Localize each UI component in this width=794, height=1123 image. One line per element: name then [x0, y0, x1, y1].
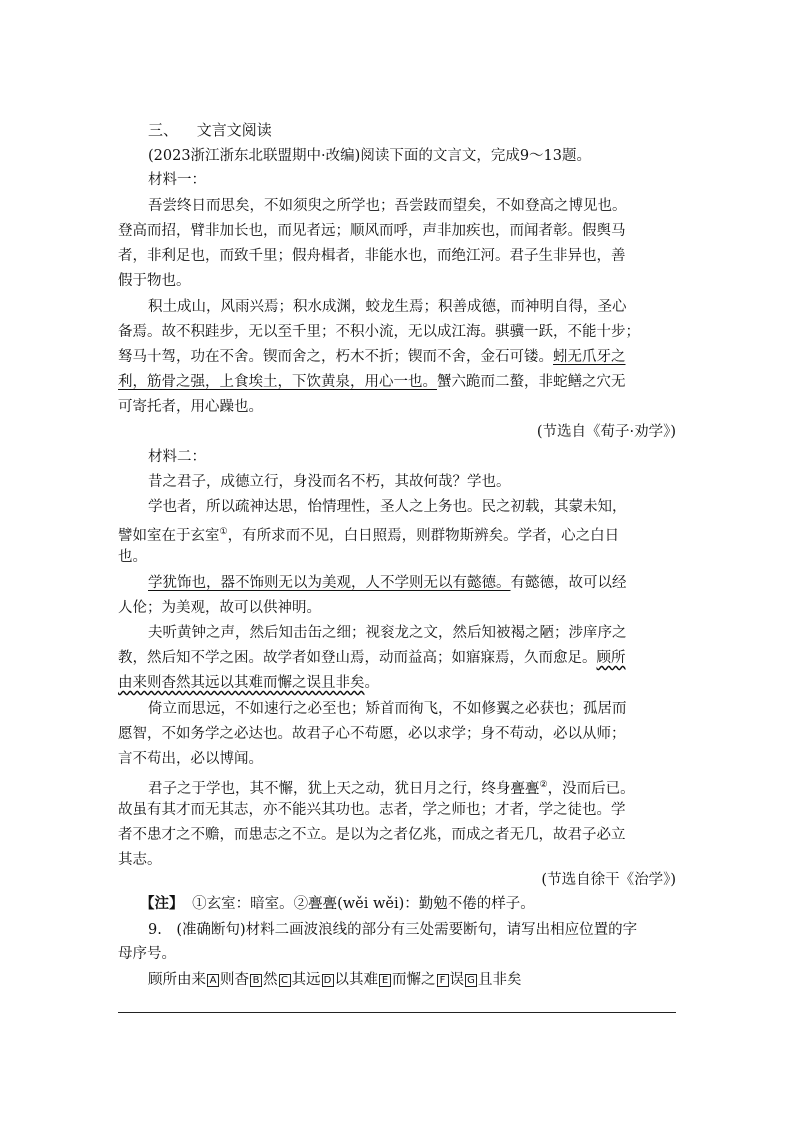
m2-p2-line: 学也者，所以疏神达思，怡情理性，圣人之上务也。民之初载，其蒙未知， [148, 499, 627, 515]
m2-p4-text: 。 [364, 675, 379, 691]
m1-p2-line [118, 347, 626, 367]
option-box-e: E [379, 974, 391, 987]
m2-p5-line: 倚立而思远，不如速行之必至也；矫首而徇飞，不如修翼之必获也；孤居而 [148, 701, 627, 717]
section-number: 三、 [148, 121, 179, 139]
option-box-b: B [250, 974, 262, 987]
m2-source: (节选自徐干《治学》) [541, 872, 676, 888]
option-box-g: G [465, 974, 477, 987]
m2-p2-text: ，有所求而不见，白日照焉，则群物斯辨矣。学者，心之白日 [227, 527, 620, 544]
seq-text: 其远 [291, 972, 321, 988]
m2-p3-line: 人伦；为美观，故可以供神明。 [118, 600, 321, 616]
m1-p2-line: 积土成山，风雨兴焉；积水成渊，蛟龙生焉；积善成德，而神明自得，圣心 [148, 299, 627, 315]
m1-p2-text: 驽马十驾，功在不舍。锲而舍之，朽木不折；锲而不舍，金石可镂。 [118, 349, 553, 365]
seq-text: 顾所由来 [148, 972, 206, 988]
seq-text: 则杳 [220, 972, 249, 988]
seq-text: 且非矣 [478, 972, 522, 988]
m2-p2-line [118, 522, 619, 546]
m1-p1-line: 吾尝终日而思矣，不如须臾之所学也；吾尝跂而望矣，不如登高之博见也。 [148, 198, 627, 214]
m2-p4-line [118, 648, 626, 668]
note-label: 【注】 [140, 895, 184, 912]
m2-p5-line: 言不苟出，必以博闻。 [118, 751, 263, 767]
underlined-sentence: 学犹饰也，器不饰则无以为美观，人不学则无以有懿德。 [148, 575, 511, 591]
m2-p6-line: 故虽有其才而无其志，亦不能兴其功也。志者，学之师也；才者，学之徒也。学 [118, 802, 626, 818]
m1-p1-line: 者，非利足也，而致千里；假舟楫者，非能水也，而绝江河。君子生非异也，善 [118, 248, 626, 264]
option-box-c: C [279, 974, 291, 987]
section-heading [148, 120, 272, 140]
answer-divider [118, 1012, 676, 1013]
question-9-line: 9. (准确断句)材料二画波浪线的部分有三处需要断句，请写出相应位置的字 [148, 922, 638, 938]
material-one-label: 材料一： [148, 172, 206, 188]
m2-p6-line [148, 775, 635, 799]
m2-p1-line: 昔之君子，成德立行，身没而名不朽，其故何哉？学也。 [148, 474, 511, 490]
m1-p1-line: 假于物也。 [118, 273, 191, 289]
question-9-sequence [148, 970, 522, 990]
seq-text: 以其难 [334, 972, 378, 988]
m2-p2-line: 也。 [118, 549, 147, 565]
intro-line: (2023浙江浙东北联盟期中·改编)阅读下面的文言文，完成9～13题。 [148, 148, 591, 164]
seq-text: 然 [263, 972, 278, 988]
m2-p3-text: 有懿德，故可以经 [510, 575, 627, 591]
note-line [140, 894, 535, 914]
m2-p2-text: 譬如室在于玄室 [118, 527, 220, 544]
m2-p6-line: 其志。 [118, 852, 162, 868]
m2-p5-line: 愿智，不如务学之必达也。故君子心不苟愿，必以求学；身不苟动，必以从师； [118, 726, 626, 742]
m2-p4-line: 夫听黄钟之声，然后知击缶之细；视衮龙之文，然后知被褐之陋；涉庠序之 [148, 625, 627, 641]
note-text: ①玄室：暗室。②亹亹(wěi wěi)：勤勉不倦的样子。 [192, 896, 535, 912]
seq-text: 而懈之 [392, 972, 436, 988]
underlined-sentence: 利，筋骨之强，上食埃土，下饮黄泉，用心一也。 [118, 374, 437, 390]
m1-p2-line: 备焉。故不积跬步，无以至千里；不积小流，无以成江海。骐骥一跃，不能十步； [118, 324, 640, 340]
wavy-underline-text: 由来则杳然其远以其难而懈之误且非矣 [118, 675, 365, 691]
m1-source: (节选自《荀子·劝学》) [536, 424, 676, 440]
option-box-f: F [437, 974, 449, 987]
m2-p3-line [148, 573, 627, 593]
m2-p4-text: 教，然后知不学之困。故学者如登山焉，动而益高；如寤寐焉，久而愈足。 [118, 650, 597, 666]
footnote-marker: ② [539, 780, 548, 790]
wavy-underline-text: 顾所 [596, 650, 626, 666]
option-box-a: A [207, 974, 219, 987]
section-title: 文言文阅读 [196, 121, 272, 139]
footnote-marker: ① [219, 527, 228, 537]
material-two-label: 材料二： [148, 449, 206, 465]
m1-p2-line: 可寄托者，用心躁也。 [118, 399, 263, 415]
m2-p6-line: 者不患才之不赡，而患志之不立。是以为之者亿兆，而成之者无几，故君子必立 [118, 827, 626, 843]
underlined-sentence: 蚓无爪牙之 [553, 349, 626, 365]
seq-text: 误 [449, 972, 464, 988]
option-box-d: D [322, 974, 334, 987]
m1-p1-line: 登高而招，臂非加长也，而见者远；顺风而呼，声非加疾也，而闻者彰。假舆马 [118, 223, 626, 239]
m2-p6-text: 君子之于学也，其不懈，犹上天之动，犹日月之行，终身亹亹 [148, 780, 540, 797]
m2-p4-line [118, 673, 379, 693]
m1-p2-line [118, 372, 626, 392]
question-9-line: 母序号。 [118, 946, 176, 962]
m1-p2-text: 蟹六跪而二螯，非蛇鳝之穴无 [437, 374, 626, 390]
m2-p6-text: ，没而后已。 [547, 780, 635, 797]
